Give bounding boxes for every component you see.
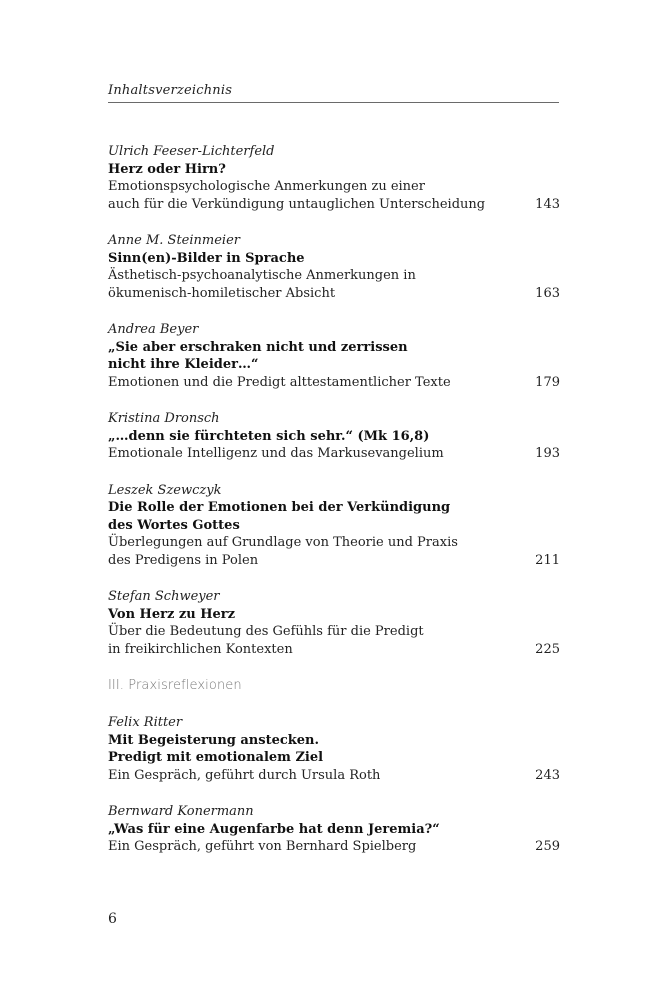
entry-author: Stefan Schweyer bbox=[108, 589, 220, 604]
entry-subtitle: Ein Gespräch, geführt von Bernhard Spielberg bbox=[108, 839, 417, 854]
toc-group-before bbox=[108, 143, 560, 658]
entry-subtitle: Emotionen und die Predigt alttestamentlicher Texte bbox=[108, 374, 451, 390]
entry-title: Die Rolle der Emotionen bei der Verkündigung bbox=[108, 500, 451, 515]
toc-entry bbox=[108, 714, 560, 784]
entry-author: Anne M. Steinmeier bbox=[108, 233, 240, 248]
entry-subtitle-row bbox=[108, 374, 560, 392]
entry-title: „Sie aber erschraken nicht und zerrissen bbox=[108, 339, 408, 355]
entry-subtitle-row bbox=[108, 552, 560, 570]
entry-title: „Was für eine Augenfarbe hat denn Jeremia?“ bbox=[108, 821, 440, 837]
entry-subtitle: Emotionale Intelligenz und das Markusevangelium bbox=[108, 446, 444, 461]
entry-subtitle-row bbox=[108, 767, 560, 785]
entry-author: Andrea Beyer bbox=[108, 322, 199, 337]
entry-page-number: 193 bbox=[535, 446, 560, 461]
entry-subtitle-row bbox=[108, 196, 560, 214]
entry-page-number: 143 bbox=[535, 196, 560, 212]
entry-title: Sinn(en)-Bilder in Sprache bbox=[108, 250, 305, 266]
toc-entry bbox=[108, 410, 560, 463]
entry-page-number: 225 bbox=[535, 641, 560, 657]
entry-title: des Wortes Gottes bbox=[108, 517, 240, 533]
entry-page-number: 211 bbox=[535, 552, 560, 568]
entry-author: Leszek Szewczyk bbox=[108, 482, 222, 498]
toc-entry bbox=[108, 232, 560, 302]
entry-subtitle: auch für die Verkündigung untauglichen Unterscheidung bbox=[108, 196, 486, 212]
entry-subtitle: Emotionspsychologische Anmerkungen zu einer bbox=[108, 179, 425, 194]
entry-title: „…denn sie fürchteten sich sehr.“ (Mk 16,8) bbox=[108, 428, 430, 444]
entry-title: Herz oder Hirn? bbox=[108, 161, 226, 177]
entry-subtitle-row bbox=[108, 445, 560, 463]
entry-subtitle: Überlegungen auf Grundlage von Theorie und Praxis bbox=[108, 535, 458, 550]
entry-title: Von Herz zu Herz bbox=[108, 606, 235, 622]
toc-entry bbox=[108, 143, 560, 213]
section-heading: III. Praxisreflexionen bbox=[108, 678, 242, 693]
entry-subtitle-row bbox=[108, 285, 560, 303]
entry-author: Ulrich Feeser-Lichterfeld bbox=[108, 144, 275, 159]
entry-author: Felix Ritter bbox=[108, 715, 183, 730]
page-number: 6 bbox=[108, 911, 117, 927]
entry-page-number: 163 bbox=[535, 285, 560, 301]
entry-page-number: 243 bbox=[535, 767, 560, 783]
entry-title: Predigt mit emotionalem Ziel bbox=[108, 750, 324, 765]
entry-page-number: 259 bbox=[535, 839, 560, 854]
entry-subtitle-row bbox=[108, 641, 560, 659]
toc-group-after bbox=[108, 714, 560, 856]
entry-subtitle: Ein Gespräch, geführt durch Ursula Roth bbox=[108, 767, 381, 783]
running-header: Inhaltsverzeichnis bbox=[108, 83, 233, 98]
entry-subtitle-row bbox=[108, 838, 560, 856]
entry-title: nicht ihre Kleider…“ bbox=[108, 357, 259, 372]
entry-author: Kristina Dronsch bbox=[108, 411, 220, 426]
entry-title: Mit Begeisterung anstecken. bbox=[108, 732, 320, 748]
entry-subtitle: Über die Bedeutung des Gefühls für die Predigt bbox=[108, 624, 424, 639]
entry-page-number: 179 bbox=[535, 374, 560, 390]
header-rule bbox=[108, 102, 559, 103]
table-of-contents bbox=[108, 143, 560, 875]
entry-subtitle: ökumenisch-homiletischer Absicht bbox=[108, 285, 336, 301]
toc-entry bbox=[108, 803, 560, 856]
toc-entry bbox=[108, 321, 560, 391]
entry-subtitle: des Predigens in Polen bbox=[108, 552, 259, 568]
entry-subtitle: Ästhetisch-psychoanalytische Anmerkungen in bbox=[108, 268, 416, 283]
entry-subtitle: in freikirchlichen Kontexten bbox=[108, 641, 293, 657]
toc-entry bbox=[108, 588, 560, 658]
entry-author: Bernward Konermann bbox=[108, 804, 254, 819]
toc-entry bbox=[108, 482, 560, 570]
